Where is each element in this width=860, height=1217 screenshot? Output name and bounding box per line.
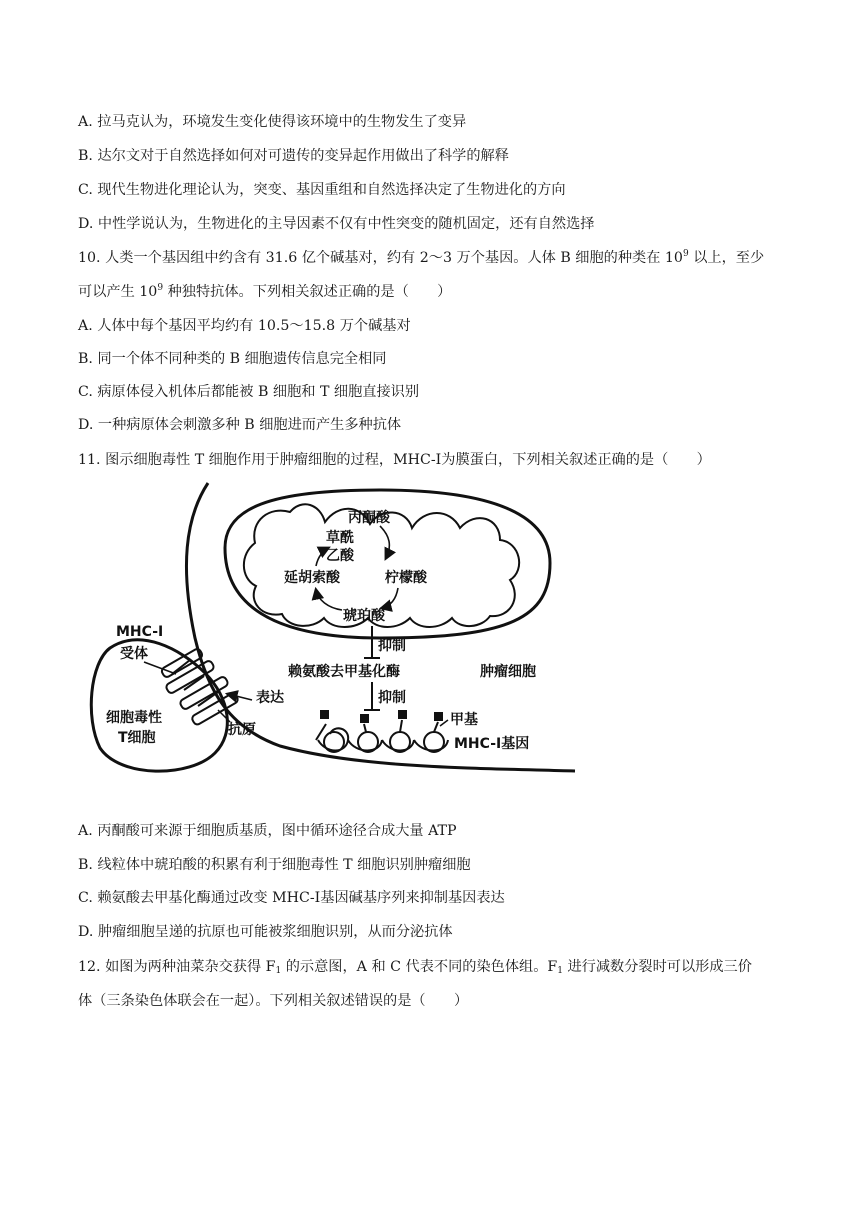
t-cell-label: T细胞 — [118, 730, 156, 746]
q12-stem-subscript: 1 — [557, 966, 563, 976]
q11-option-d: D. 肿瘤细胞呈递的抗原也可能被浆细胞识别，从而分泌抗体 — [78, 924, 453, 940]
cycle-arrow — [382, 588, 398, 608]
express-label: 表达 — [256, 690, 284, 706]
q12-stem-text: 进行减数分裂时可以形成三价 — [562, 959, 752, 975]
t-cell-label: 细胞毒性 — [106, 710, 162, 726]
fumarate-label: 延胡索酸 — [284, 570, 340, 586]
receptor-label: 受体 — [120, 646, 148, 662]
inhibit-label-2: 抑制 — [378, 690, 406, 706]
q10-stem-exponent: 9 — [682, 249, 689, 259]
q12-stem-line-1 — [78, 956, 800, 978]
pyruvate-label: 丙酮酸 — [348, 510, 390, 526]
q10-stem-line-2 — [78, 281, 800, 303]
methyl-groups — [320, 710, 443, 723]
citrate-label: 柠檬酸 — [385, 570, 427, 586]
cycle-arrow — [380, 526, 389, 558]
q11-option-b: B. 线粒体中琥珀酸的积累有利于细胞毒性 T 细胞识别肿瘤细胞 — [78, 857, 471, 873]
inhibit-label-1: 抑制 — [378, 638, 406, 654]
oxaloacetate-label: 草酰 — [326, 530, 354, 546]
q10-stem-text: 以上，至少 — [688, 250, 765, 266]
cycle-arrow — [316, 590, 342, 610]
express-arrow — [228, 694, 252, 700]
antigen-label: 抗原 — [228, 722, 256, 738]
q9-option-a: A. 拉马克认为，环境发生变化使得该环境中的生物发生了变异 — [78, 114, 467, 130]
q10-stem-text: 可以产生 10 — [78, 284, 158, 300]
mhc-label: MHC-I — [116, 624, 164, 640]
q11-option-a: A. 丙酮酸可来源于细胞质基质，图中循环途径合成大量 ATP — [78, 823, 457, 839]
mhc-gene-label: MHC-I基因 — [454, 736, 530, 752]
enzyme-label: 赖氨酸去甲基化酶 — [288, 664, 400, 680]
q10-option-c: C. 病原体侵入机体后都能被 B 细胞和 T 细胞直接识别 — [78, 384, 420, 400]
t-cell-outline — [91, 640, 227, 771]
nucleosomes — [316, 720, 448, 752]
q10-stem-exponent: 9 — [157, 283, 164, 293]
methyl-label: 甲基 — [450, 712, 478, 728]
oxaloacetate-label: 乙酸 — [326, 548, 354, 564]
q12-stem-line-2: 体（三条染色体联会在一起）。下列相关叙述错误的是（ ） — [78, 993, 469, 1009]
q12-stem-text: 12. 如图为两种油菜杂交获得 F — [78, 959, 276, 975]
q9-option-b: B. 达尔文对于自然选择如何对可遗传的变异起作用做出了科学的解释 — [78, 148, 509, 164]
succinate-label: 琥珀酸 — [343, 608, 385, 624]
q10-stem-line-1 — [78, 247, 800, 269]
q11-stem: 11. 图示细胞毒性 T 细胞作用于肿瘤细胞的过程，MHC-Ⅰ为膜蛋白，下列相关叙述正确的是（ ） — [78, 452, 711, 468]
q10-option-d: D. 一种病原体会刺激多种 B 细胞进而产生多种抗体 — [78, 417, 402, 433]
q10-option-a: A. 人体中每个基因平均约有 10.5～15.8 万个碱基对 — [78, 318, 411, 334]
q10-stem-text: 10. 人类一个基因组中约含有 31.6 亿个碱基对，约有 2～3 万个基因。人体 B 细胞的种类在 10 — [78, 250, 683, 266]
q11-figure — [80, 478, 580, 778]
q12-stem-subscript: 1 — [275, 966, 282, 976]
q10-option-b: B. 同一个体不同种类的 B 细胞遗传信息完全相同 — [78, 351, 387, 367]
q11-option-c: C. 赖氨酸去甲基化酶通过改变 MHC-Ⅰ基因碱基序列来抑制基因表达 — [78, 890, 505, 906]
tumor-cell-label: 肿瘤细胞 — [480, 664, 536, 680]
q12-stem-text: 的示意图，A 和 C 代表不同的染色体组。F — [281, 959, 558, 975]
q10-stem-text: 种独特抗体。下列相关叙述正确的是（ ） — [163, 284, 452, 300]
q9-option-d: D. 中性学说认为，生物进化的主导因素不仅有中性突变的随机固定，还有自然选择 — [78, 216, 595, 232]
q9-option-c: C. 现代生物进化理论认为，突变、基因重组和自然选择决定了生物进化的方向 — [78, 182, 566, 198]
